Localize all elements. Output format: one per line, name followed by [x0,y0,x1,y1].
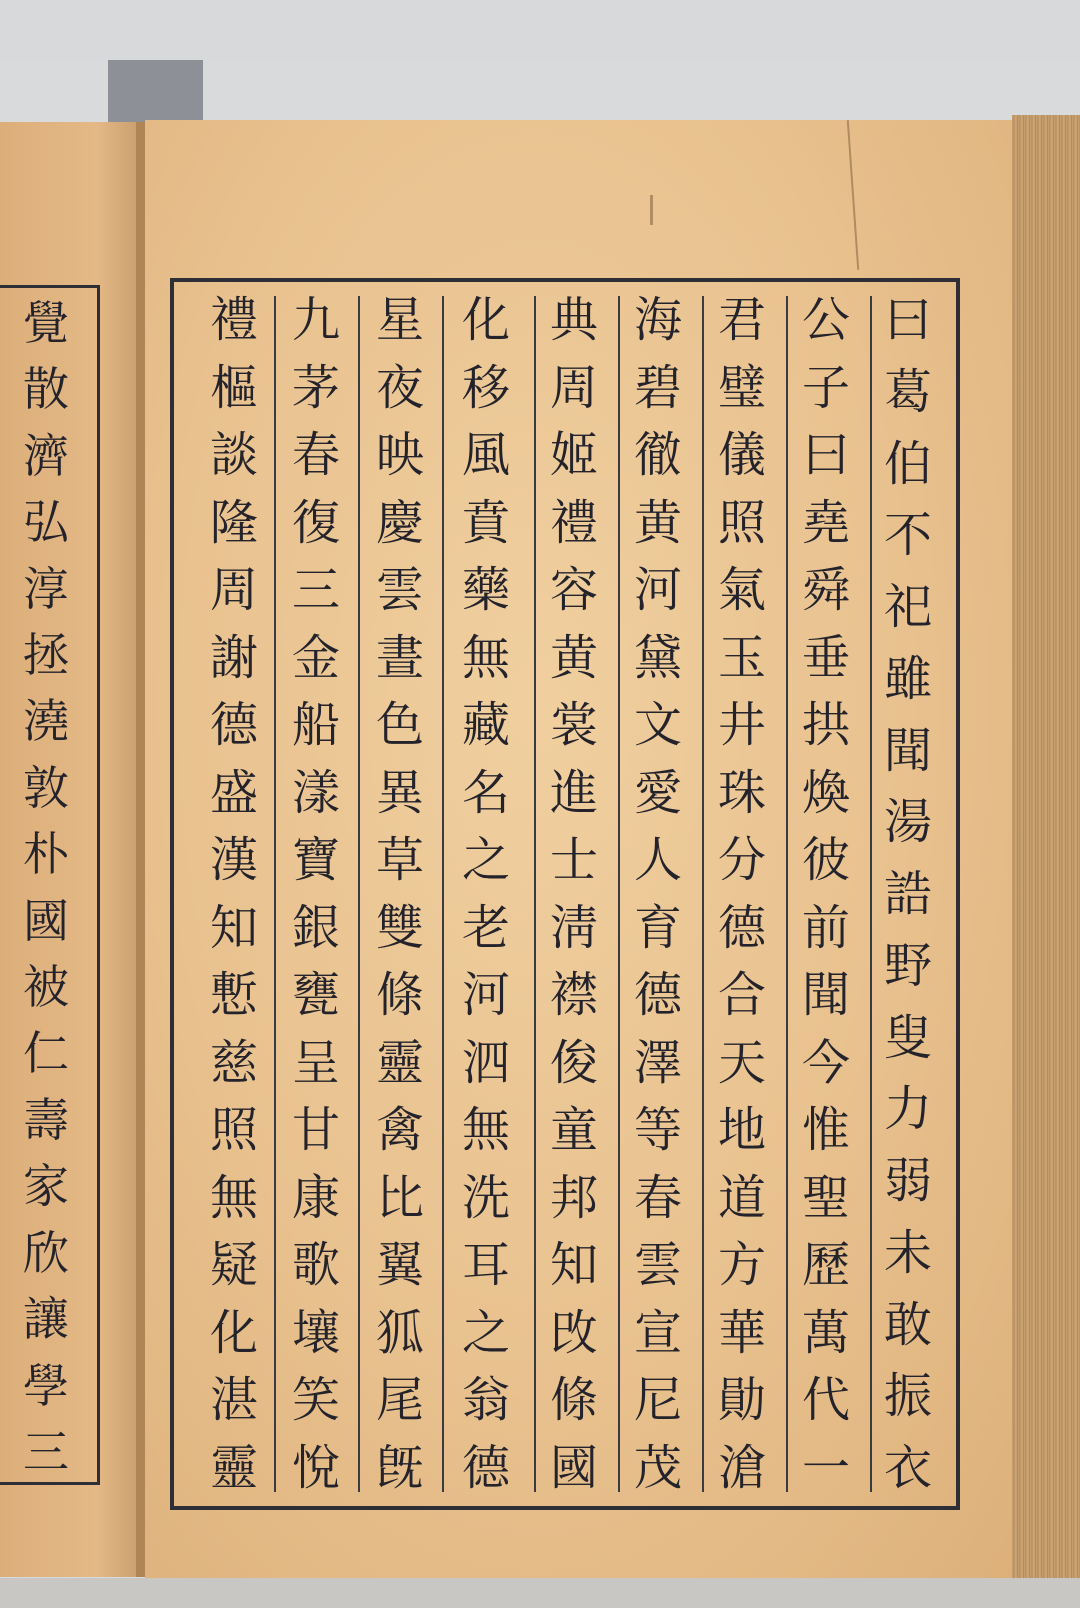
text-char: 禽 [375,1102,424,1159]
text-char: 夜 [375,359,424,416]
text-char: 慶 [375,494,424,551]
text-char: 德 [209,697,258,754]
text-char: 條 [549,1372,598,1429]
text-char: 風 [461,427,510,484]
text-char: 之 [461,832,510,889]
text-char: 耳 [461,1237,510,1294]
text-char: 三 [23,1424,69,1479]
text-char: 湯 [883,794,932,851]
text-char: 移 [461,359,510,416]
text-char: 淸 [549,899,598,956]
text-char: 士 [549,832,598,889]
text-char: 壽 [23,1092,69,1147]
text-char: 德 [461,1439,510,1496]
text-char: 誥 [883,866,932,922]
text-char: 祀 [883,579,932,635]
text-char: 未 [883,1224,932,1281]
text-char: 無 [209,1169,258,1226]
text-char: 悅 [291,1439,340,1496]
text-char: 被 [23,960,69,1015]
scan-background-bottom [0,1578,1080,1608]
text-char: 氣 [717,562,766,619]
text-column-7 [364,292,436,1496]
text-char: 化 [209,1304,258,1361]
text-char: 朴 [23,827,69,882]
text-column-5 [538,292,610,1496]
text-char: 歌 [291,1237,340,1294]
text-column-1 [872,292,944,1496]
text-char: 照 [717,494,766,551]
text-char: 璧 [717,359,766,416]
text-char: 漾 [291,764,340,821]
text-char: 惟 [801,1102,850,1159]
text-char: 地 [717,1102,766,1159]
text-char: 河 [461,967,510,1024]
text-char: 國 [23,893,69,948]
text-char: 拯 [23,628,69,683]
text-char: 無 [461,629,510,686]
text-char: 寶 [291,832,340,889]
text-char: 名 [461,764,510,821]
text-char: 育 [633,899,682,956]
text-char: 泗 [461,1034,510,1091]
column-rule [274,296,276,1492]
text-char: 振 [883,1368,932,1425]
text-column-6 [450,292,522,1496]
text-char: 衣 [883,1440,932,1496]
text-char: 堯 [801,494,850,551]
text-char: 禮 [549,494,598,551]
text-char: 謝 [209,629,258,686]
text-char: 國 [549,1439,598,1496]
text-char: 敦 [23,760,69,815]
text-char: 知 [209,899,258,956]
text-char: 公 [801,292,850,348]
text-char: 河 [633,562,682,619]
page-edges [1012,115,1080,1585]
text-char: 知 [549,1237,598,1294]
text-char: 澆 [23,694,69,749]
column-rule [358,296,360,1492]
text-char: 黛 [633,629,682,686]
text-char: 萬 [801,1304,850,1361]
text-char: 晝 [375,629,424,686]
text-char: 翁 [461,1372,510,1429]
column-rule [702,296,704,1492]
text-char: 進 [549,764,598,821]
text-char: 合 [717,967,766,1024]
text-char: 尾 [375,1372,424,1429]
text-char: 弱 [883,1153,932,1209]
text-char: 周 [549,359,598,416]
text-char: 疑 [209,1237,258,1294]
text-char: 狐 [375,1304,424,1361]
text-char: 談 [209,427,258,484]
text-char: 典 [549,292,598,348]
text-char: 曰 [801,427,850,484]
text-char: 家 [23,1159,69,1214]
text-char: 君 [717,292,766,348]
text-char: 條 [375,967,424,1024]
text-char: 滄 [717,1439,766,1496]
text-char: 覺 [23,296,69,350]
text-char: 愛 [633,764,682,821]
text-char: 春 [291,427,340,484]
text-char: 禮 [209,292,258,348]
text-char: 藏 [461,697,510,754]
text-char: 比 [375,1169,424,1226]
text-char: 徹 [633,427,682,484]
column-rule [534,296,536,1492]
text-char: 伯 [883,435,932,492]
text-char: 黄 [633,494,682,551]
text-char: 甘 [291,1102,340,1159]
text-char: 舜 [801,562,850,619]
text-char: 井 [717,697,766,754]
text-char: 力 [883,1081,932,1138]
text-char: 茂 [633,1439,682,1496]
text-char: 之 [461,1304,510,1361]
text-column-3 [706,292,778,1496]
text-char: 童 [549,1102,598,1159]
text-char: 淳 [23,561,69,616]
text-char: 煥 [801,764,850,821]
text-column-2 [790,292,862,1496]
text-char: 姬 [549,427,598,484]
text-char: 儀 [717,427,766,484]
text-char: 天 [717,1034,766,1091]
text-char: 茅 [291,359,340,416]
text-char: 無 [461,1102,510,1159]
text-char: 襟 [549,967,598,1024]
text-char: 人 [633,832,682,889]
text-char: 壤 [291,1304,340,1361]
text-char: 曰 [883,292,932,348]
text-char: 仁 [23,1026,69,1081]
text-char: 等 [633,1102,682,1159]
text-char: 濟 [23,428,69,483]
text-char: 黄 [549,629,598,686]
text-column-9 [198,292,270,1496]
text-char: 色 [375,697,424,754]
text-char: 野 [883,937,932,994]
text-char: 草 [375,832,424,889]
text-char: 賁 [461,494,510,551]
text-char: 映 [375,427,424,484]
text-char: 弘 [23,495,69,550]
text-char: 雖 [883,650,932,707]
text-column-8 [280,292,352,1496]
text-char: 翼 [375,1237,424,1294]
text-char: 呈 [291,1034,340,1091]
text-char: 尼 [633,1372,682,1429]
text-char: 湛 [209,1372,258,1429]
text-char: 澤 [633,1034,682,1091]
text-char: 俊 [549,1034,598,1091]
text-char: 玉 [717,629,766,686]
text-char: 雲 [375,562,424,619]
text-char: 今 [801,1034,850,1091]
text-char: 盛 [209,764,258,821]
text-char: 靈 [209,1439,258,1496]
column-rule [786,296,788,1492]
text-char: 歷 [801,1237,850,1294]
text-char: 春 [633,1169,682,1226]
text-char: 雙 [375,899,424,956]
text-char: 雲 [633,1237,682,1294]
text-char: 勛 [717,1372,766,1429]
text-char: 樞 [209,359,258,416]
text-char: 叟 [883,1009,932,1066]
text-char: 聞 [883,722,932,779]
text-char: 德 [717,899,766,956]
text-char: 垂 [801,629,850,686]
text-char: 邦 [549,1169,598,1226]
text-char: 文 [633,697,682,754]
column-rule [442,296,444,1492]
text-char: 彼 [801,832,850,889]
text-char: 靈 [375,1034,424,1091]
text-char: 漢 [209,832,258,889]
text-column-4 [622,292,694,1496]
text-char: 周 [209,562,258,619]
text-char: 慙 [209,967,258,1024]
text-char: 珠 [717,764,766,821]
text-char: 異 [375,764,424,821]
text-char: 康 [291,1169,340,1226]
text-char: 不 [883,507,932,564]
text-char: 德 [633,967,682,1024]
text-char: 老 [461,899,510,956]
text-char: 洗 [461,1169,510,1226]
text-char: 船 [291,697,340,754]
left-text-column [14,296,78,1479]
text-char: 散 [23,362,69,417]
text-char: 聞 [801,967,850,1024]
text-char: 方 [717,1237,766,1294]
text-char: 代 [801,1372,850,1429]
text-char: 分 [717,832,766,889]
paper-stain [650,195,653,225]
text-char: 銀 [291,899,340,956]
text-char: 拱 [801,697,850,754]
text-char: 照 [209,1102,258,1159]
text-char: 裳 [549,697,598,754]
text-char: 前 [801,899,850,956]
text-char: 子 [801,359,850,416]
text-char: 讓 [23,1292,69,1347]
text-char: 慈 [209,1034,258,1091]
text-char: 聖 [801,1169,850,1226]
text-char: 金 [291,629,340,686]
column-rule [618,296,620,1492]
text-char: 宣 [633,1304,682,1361]
text-char: 欣 [23,1225,69,1280]
text-char: 學 [23,1358,69,1413]
text-char: 三 [291,562,340,619]
text-char: 一 [801,1439,850,1496]
text-char: 敢 [883,1296,932,1353]
text-char: 旣 [375,1439,424,1496]
scan-background-top [0,0,1080,62]
text-char: 星 [375,292,424,348]
text-char: 復 [291,494,340,551]
text-char: 化 [461,292,510,348]
text-char: 笑 [291,1372,340,1429]
text-char: 九 [291,292,340,348]
text-char: 甕 [291,967,340,1024]
text-char: 華 [717,1304,766,1361]
text-char: 攺 [549,1304,598,1361]
text-char: 隆 [209,494,258,551]
text-char: 碧 [633,359,682,416]
text-char: 藥 [461,562,510,619]
text-char: 容 [549,562,598,619]
text-char: 海 [633,292,682,348]
text-char: 葛 [883,363,932,420]
text-char: 道 [717,1169,766,1226]
